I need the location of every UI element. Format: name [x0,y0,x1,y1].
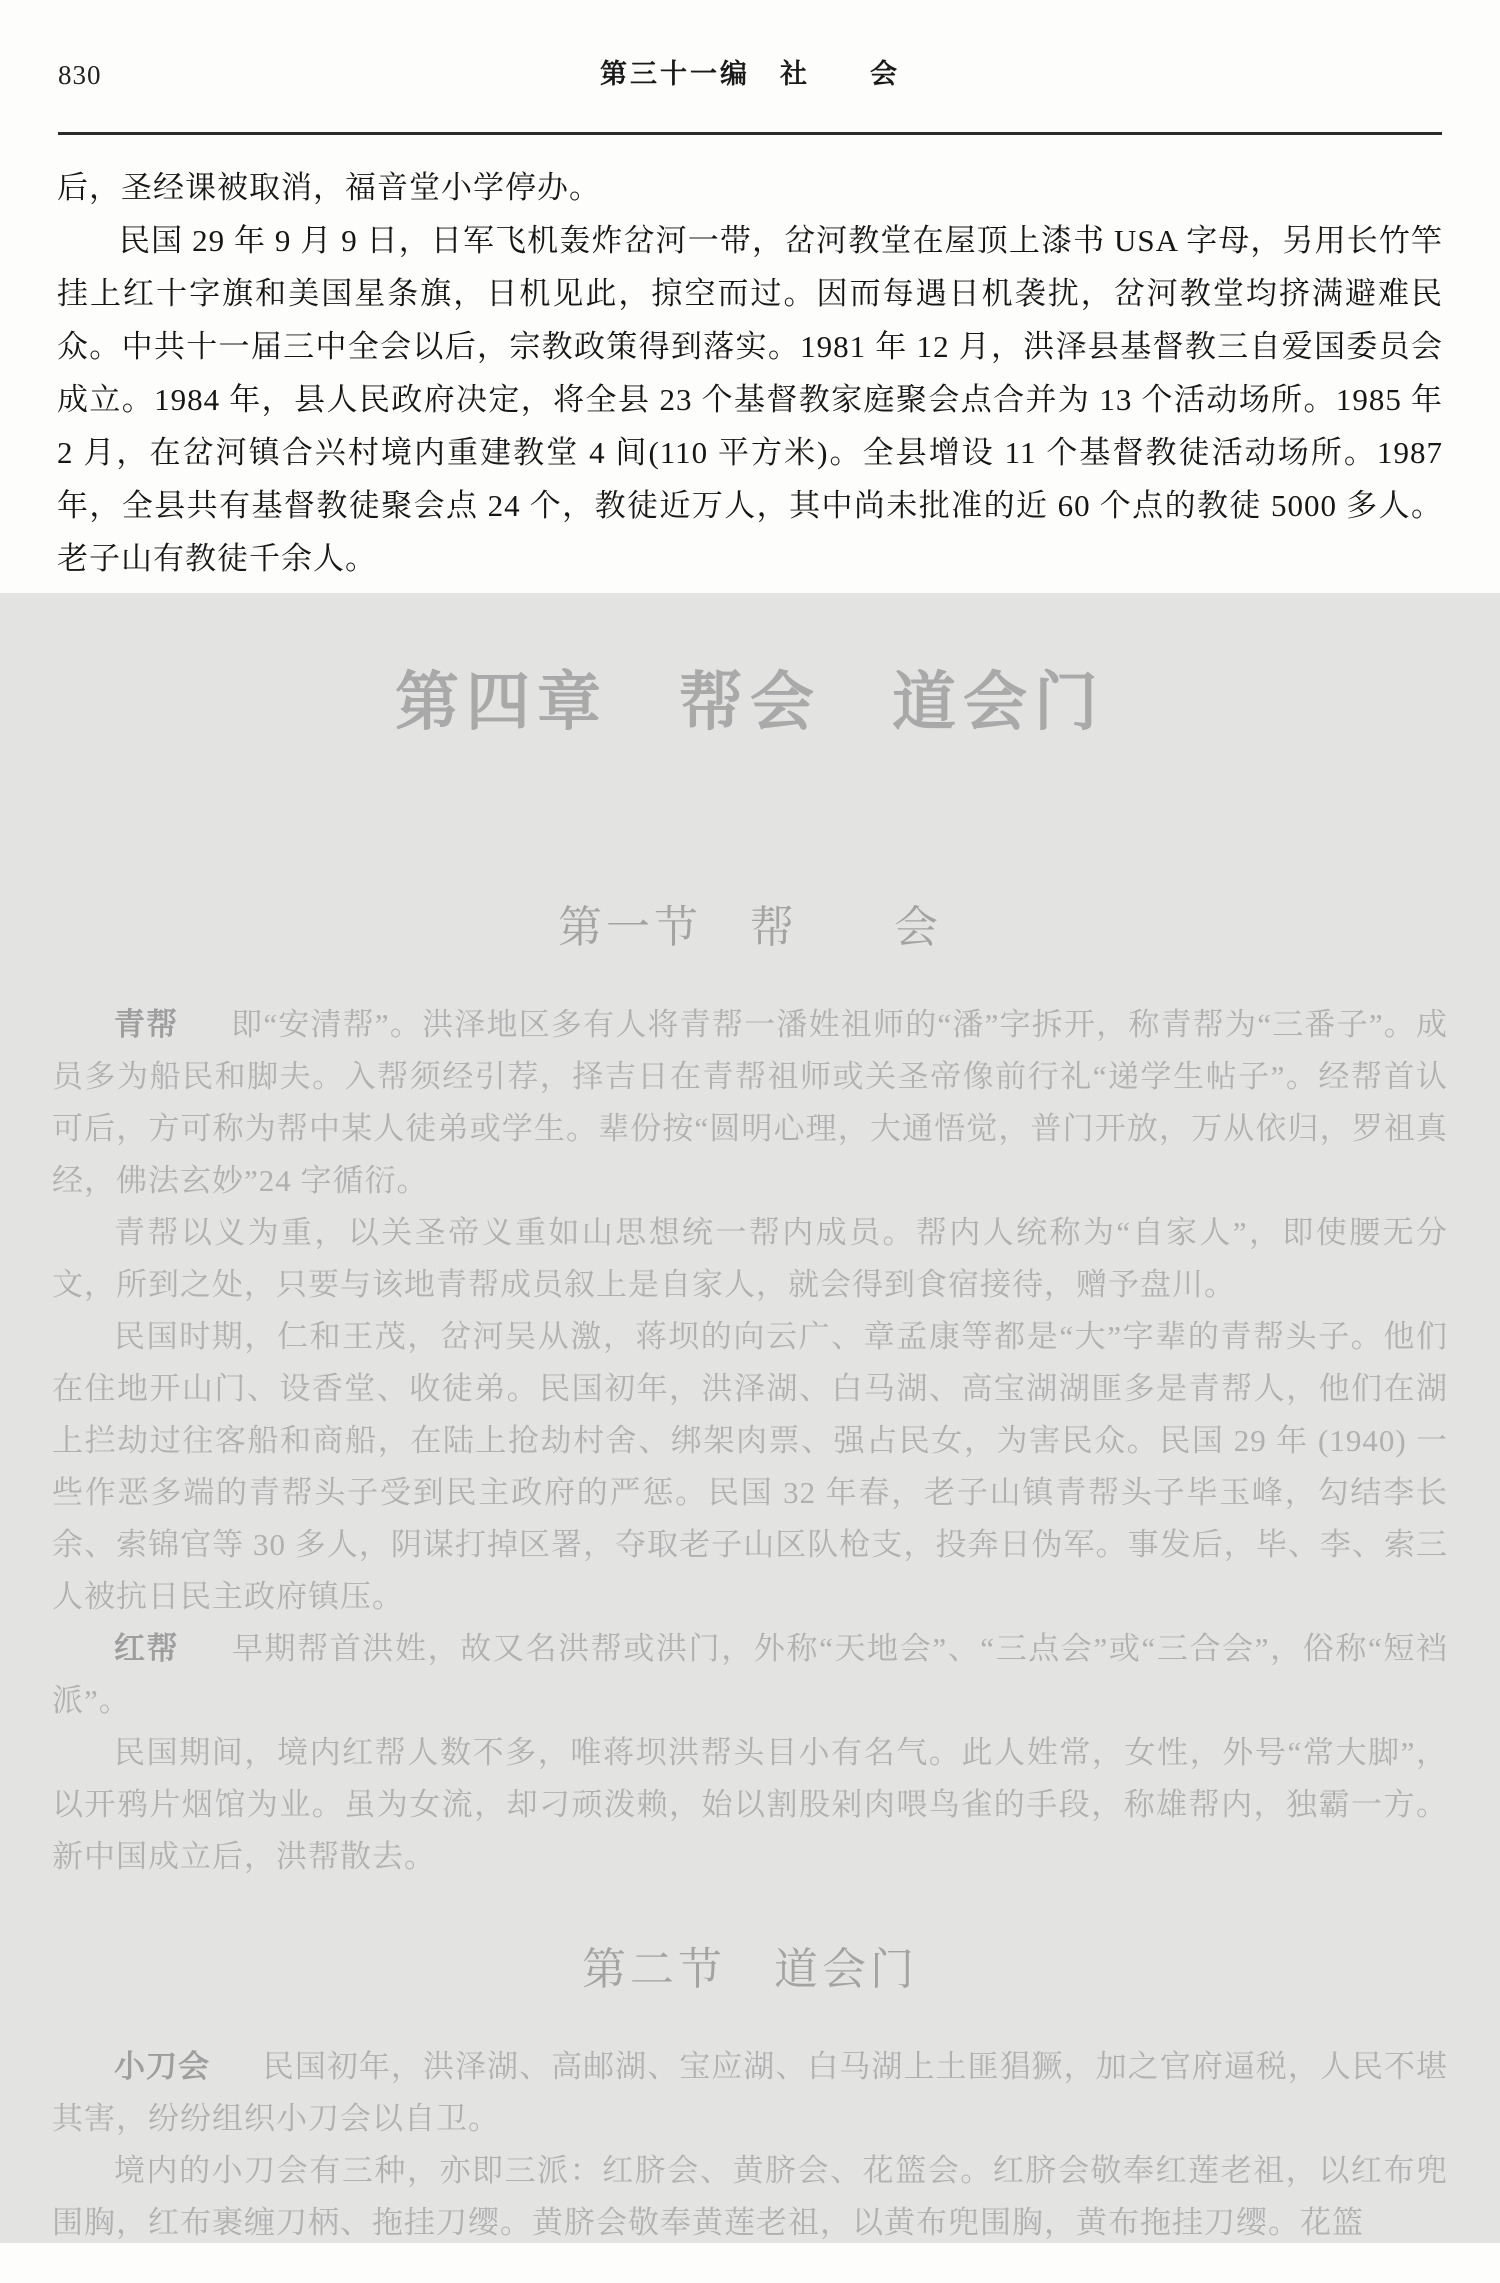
paragraph: 民国期间，境内红帮人数不多，唯蒋坝洪帮头目小有名气。此人姓常，女性，外号“常大脚”，以开鸦片烟馆为业。虽为女流，却刁顽泼赖，始以割股剁肉喂鸟雀的手段，称雄帮内，独霸一方。新中国成立后，洪帮散去。 [52,1735,1448,1874]
paragraph: 后，圣经课被取消，福音堂小学停办。 [57,170,601,205]
paragraph: 青帮以义为重，以关圣帝义重如山思想统一帮内成员。帮内人统称为“自家人”，即使腰无分文，所到之处，只要与该地青帮成员叙上是自家人，就会得到食宿接待，赠予盘川。 [52,1215,1448,1302]
paragraph-lead-term: 小刀会 [114,2049,211,2084]
paragraph: 境内的小刀会有三种，亦即三派：红脐会、黄脐会、花篮会。红脐会敬奉红莲老祖，以红布兜围胸，红布裹缠刀柄、拖挂刀缨。黄脐会敬奉黄莲老祖，以黄布兜围胸，黄布拖挂刀缨。花篮 [52,2153,1448,2240]
section-1-body [52,999,1448,1883]
paragraph: 民国时期，仁和王茂，岔河吴从激，蒋坝的向云广、章孟康等都是“大”字辈的青帮头子。他们在住地开山门、设香堂、收徒弟。民国初年，洪泽湖、白马湖、高宝湖湖匪多是青帮人，他们在湖上拦劫过往客船和商船，在陆上抢劫村舍、绑架肉票、强占民女，为害民众。民国 29 年 (1940) 一些作恶多端的青帮头子受到民主政府的严惩。民国 32 年春，老子山镇青帮头子毕玉峰，勾结李长余、索锦官等 30 多人，阴谋打掉区署，夺取老子山区队枪支，投奔日伪军。事发后，毕、李、索三人被抗日民主政府镇压。 [52,1319,1448,1614]
paragraph: 民国 29 年 9 月 9 日，日军飞机轰炸岔河一带，岔河教堂在屋顶上漆书 USA 字母，另用长竹竿挂上红十字旗和美国星条旗，日机见此，掠空而过。因而每遇日机袭扰，岔河教堂均挤满避难民众。中共十一届三中全会以后，宗教政策得到落实。1981 年 12 月，洪泽县基督教三自爱国委员会成立。1984 年，县人民政府决定，将全县 23 个基督教家庭聚会点合并为 13 个活动场所。1985 年 2 月，在岔河镇合兴村境内重建教堂 4 间(110 平方米)。全县增设 11 个基督教徒活动场所。1987 年，全县共有基督教徒聚会点 24 个，教徒近万人，其中尚未批准的近 60 个点的教徒 5000 多人。老子山有教徒千余人。 [57,223,1443,576]
paragraph: 青帮 即“安清帮”。洪泽地区多有人将青帮一潘姓祖师的“潘”字拆开，称青帮为“三番子”。成员多为船民和脚夫。入帮须经引荐，择吉日在青帮祖师或关圣帝像前行礼“递学生帖子”。经帮首认可后，方可称为帮中某人徒弟或学生。辈份按“圆明心理，大通悟觉，普门开放，万从依归，罗祖真经，佛法玄妙”24 字循衍。 [52,1007,1448,1198]
header-divider-rule [58,132,1442,135]
section-2-heading: 第二节 道会门 [582,1945,918,1994]
paragraph: 红帮 早期帮首洪姓，故又名洪帮或洪门，外称“天地会”、“三点会”或“三合会”，俗称“短裆派”。 [52,1631,1449,1718]
running-header [0,0,1500,90]
chapter-scan-block [0,593,1500,2243]
section-1-heading: 第一节 帮 会 [558,903,942,952]
section-2-body [52,2041,1448,2243]
intro-text-block [57,161,1443,585]
paragraph-lead-term: 红帮 [114,1631,180,1666]
running-header-title: 第三十一编 社 会 [600,59,900,89]
paragraph: 小刀会 民国初年，洪泽湖、高邮湖、宝应湖、白马湖上土匪猖獗，加之官府逼税，人民不堪其害，纷纷组织小刀会以自卫。 [52,2049,1449,2136]
paragraph-lead-term: 青帮 [114,1007,179,1042]
page-number: 830 [58,60,102,90]
chapter-title: 第四章 帮会 道会门 [395,667,1105,738]
